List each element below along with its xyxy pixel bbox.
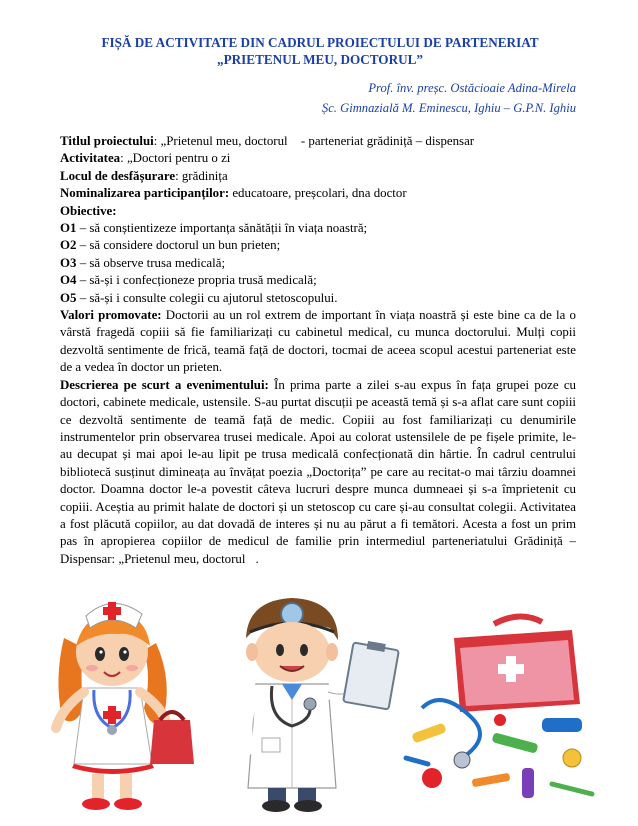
title-line-2: „PRIETENUL MEU, DOCTORUL”	[216, 52, 424, 67]
girl-nurse-cartoon-image	[34, 588, 204, 816]
field-activitate	[60, 150, 576, 167]
field-label: Titlul proiectului	[60, 134, 154, 148]
objective-item	[60, 220, 576, 237]
author-block	[322, 78, 576, 118]
field-value: : grădinița	[175, 168, 228, 183]
field-label: Locul de desfășurare	[60, 168, 176, 183]
objective-item	[60, 237, 576, 254]
objective-item	[60, 272, 576, 289]
field-label: Activitatea	[60, 151, 121, 166]
values-paragraph	[60, 307, 576, 377]
values-label: Valori promovate:	[60, 308, 162, 323]
objective-code: O4	[60, 273, 77, 288]
values-text: Doctorii au un rol extrem de important în viața noastră și este bine ca de la o vârstă fragedă copiii să fie familiarizați cu cabinetul medical, cu munca doctorului. Mulți copii dezvoltă sentimente de frică, teamă față de doctori, tocmai de aceea scopul acestui parteneriat este de a vedea în doctor un prieten.	[60, 308, 576, 375]
field-value: : „Doctori pentru o zi	[120, 151, 231, 166]
author-name: Prof. înv. preșc. Ostăcioaie Adina-Mirela	[368, 81, 576, 95]
field-proiect	[60, 133, 576, 150]
objective-text: – să-și i consulte colegii cu ajutorul stetoscopului.	[76, 290, 338, 305]
description-paragraph	[60, 377, 576, 568]
illustrations-row	[30, 588, 610, 818]
field-value: educatoare, preșcolari, dna doctor	[229, 186, 407, 201]
objective-code: O2	[60, 238, 77, 253]
objective-item	[60, 290, 576, 307]
objective-text: – să observe trusa medicală;	[76, 255, 226, 270]
description-text: În prima parte a zilei s-au expus în fața grupei poze cu doctori, cabinete medicale, ustensile. S-au purtat discuții pe această temă și s-a aflat care sunt copiii ce dezvoltă sentimente de teamă față de medic. Copiii au fost familiarizați cu denumirile instrumentelor prin observarea trusei medicale. Apoi au colorat ustensilele de pe fișele primite, le-au decupat și mai apoi le-au lipit pe trusa medicală confecționată din hârtie. În cadrul centrului bibliotecă susținut dimineața au învățat poezia „Doctorița” pe care au recitat-o mai târziu doamnei doctor. Doamna doctor le-a povestit câteva lucruri despre munca dumneaei și s-a împrietenit cu copiii. Aceștia au primit halate de doctori și un stetoscop cu care și-au consultat colegii. Activitatea a fost plăcută copiilor, au dat dovadă de interes și nu au părut a fi temători. Acesta a fost un prim pas în apropierea copiilor de medicul de familie prin intermediul parteneriatului Grădiniță – Dispensar: „Prietenul meu, doctorul .	[60, 377, 576, 566]
field-loc	[60, 168, 576, 185]
field-participanti	[60, 185, 576, 202]
objective-code: O3	[60, 255, 77, 270]
objective-item	[60, 255, 576, 272]
objectives-heading	[60, 203, 576, 220]
description-label: Descrierea pe scurt a evenimentului:	[60, 377, 269, 392]
title-line-1: FIȘĂ DE ACTIVITATE DIN CADRUL PROIECTULUI DE PARTENERIAT	[101, 35, 539, 50]
field-value: : „Prietenul meu, doctorul - parteneriat grădiniță – dispensar	[153, 134, 465, 148]
objective-text: – să considere doctorul un bun prieten;	[76, 238, 281, 253]
document-body	[60, 133, 576, 568]
objective-text: – să conștientizeze importanța sănătății în viața noastră;	[76, 221, 368, 236]
document-title	[40, 34, 600, 68]
field-label: Obiective:	[60, 203, 117, 218]
field-label: Nominalizarea participanților:	[60, 186, 230, 201]
boy-doctor-cartoon-image	[202, 588, 402, 816]
objective-text: – să-și i confecționeze propria trusă medicală;	[76, 273, 317, 288]
author-school: Șc. Gimnazială M. Eminescu, Ighiu – G.P.N. Ighiu	[321, 101, 576, 115]
objective-code: O1	[60, 221, 77, 236]
objective-code: O5	[60, 290, 77, 305]
toy-medical-kit-image	[402, 608, 606, 808]
